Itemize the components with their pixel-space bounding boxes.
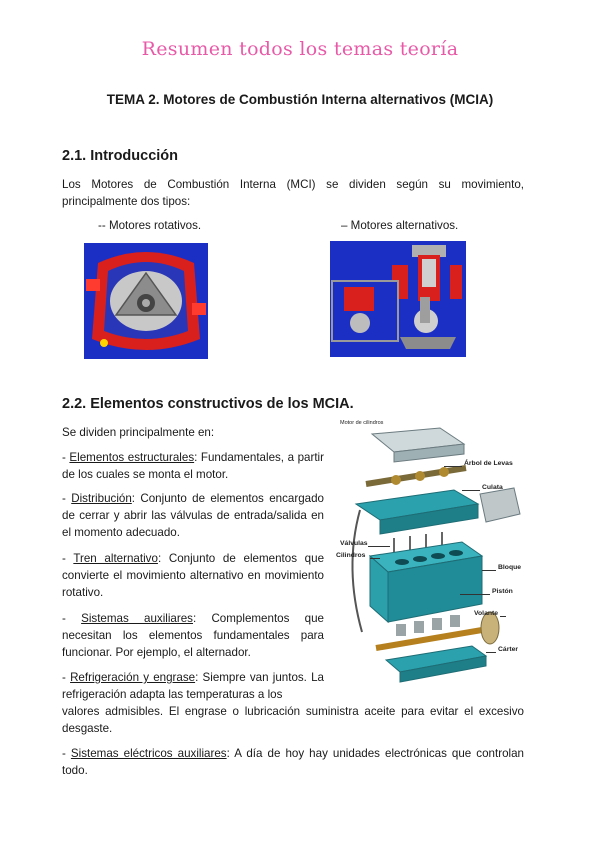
item-term: Elementos estructurales xyxy=(69,451,195,464)
item-text: : Siempre van juntos. La refrigeración adapta las temperaturas a los xyxy=(62,671,324,701)
item-distribution: - Distribución: Conjunto de elementos encargado de cerrar y abrir las válvulas de entrada/salida en el momento adecuado. xyxy=(62,492,324,539)
item-term: Sistemas eléctricos auxiliares xyxy=(70,747,227,760)
item-text: : Complementos que necesitan los elementos fundamentales para funcionar. Por ejemplo, el alternador. xyxy=(62,612,324,659)
intro-paragraph: Los Motores de Combustión Interna (MCI) se dividen según su movimiento, principalmente dos tipos: xyxy=(62,178,524,208)
item-auxiliary: - Sistemas auxiliares: Complementos que necesitan los elementos fundamentales para funcionar. Por ejemplo, el alternador. xyxy=(62,612,324,659)
item-cooling-continued: valores admisibles. El engrase o lubricación suministra aceite para evitar el excesivo desgaste. xyxy=(62,705,524,735)
topic-title: TEMA 2. Motores de Combustión Interna alternativos (MCIA) xyxy=(106,92,494,107)
label-oil-pan: Cárter xyxy=(498,646,519,653)
item-text: : Fundamentales, a partir de los cuales se monta el motor. xyxy=(62,451,324,481)
label-cylinders: Cilindros xyxy=(336,552,366,559)
label-flywheel: Volante xyxy=(474,610,499,617)
item-term: Sistemas auxiliares xyxy=(81,612,193,625)
engine-exploded-diagram xyxy=(336,418,530,686)
rotary-engine-image xyxy=(84,243,208,359)
item-term: Refrigeración y engrase xyxy=(70,671,196,684)
label-piston: Pistón xyxy=(492,588,513,595)
section-heading-elements: 2.2. Elementos constructivos de los MCIA. xyxy=(62,396,354,412)
item-text: : Conjunto de elementos encargado de cerrar y abrir las válvulas de entrada/salida en el momento adecuado. xyxy=(62,492,324,539)
header-title: Resumen todos los temas teoría xyxy=(141,38,459,60)
diagram-title: Motor de cilindros xyxy=(340,420,384,426)
item-structural: - Elementos estructurales: Fundamentales, a partir de los cuales se monta el motor. xyxy=(62,451,324,481)
item-term: Distribución xyxy=(71,492,132,505)
label-valves: Válvulas xyxy=(340,540,368,547)
item-cooling: - Refrigeración y engrase: Siempre van juntos. La refrigeración adapta las temperaturas a los xyxy=(62,671,324,701)
item-electric: - Sistemas eléctricos auxiliares: A día de hoy hay unidades electrónicas que controlan todo. xyxy=(62,747,524,777)
item-text: : A día de hoy hay unidades electrónicas que controlan todo. xyxy=(62,747,524,777)
elements-intro: Se dividen principalmente en: xyxy=(62,426,215,439)
reciprocating-caption: – Motores alternativos. xyxy=(341,219,459,232)
label-camshaft: Árbol de Levas xyxy=(464,460,513,467)
rotary-caption: -- Motores rotativos. xyxy=(98,219,202,232)
label-cylinder-head: Culata xyxy=(482,484,503,491)
item-text: : Conjunto de elementos que convierte el movimiento alternativo en movimiento rotativo. xyxy=(62,552,325,599)
reciprocating-engine-image xyxy=(330,241,466,357)
section-heading-intro: 2.1. Introducción xyxy=(62,148,179,164)
item-train: - Tren alternativo: Conjunto de elementos que convierte el movimiento alternativo en movimiento rotativo. xyxy=(62,552,325,599)
label-block: Bloque xyxy=(498,564,522,571)
item-term: Tren alternativo xyxy=(73,552,158,565)
